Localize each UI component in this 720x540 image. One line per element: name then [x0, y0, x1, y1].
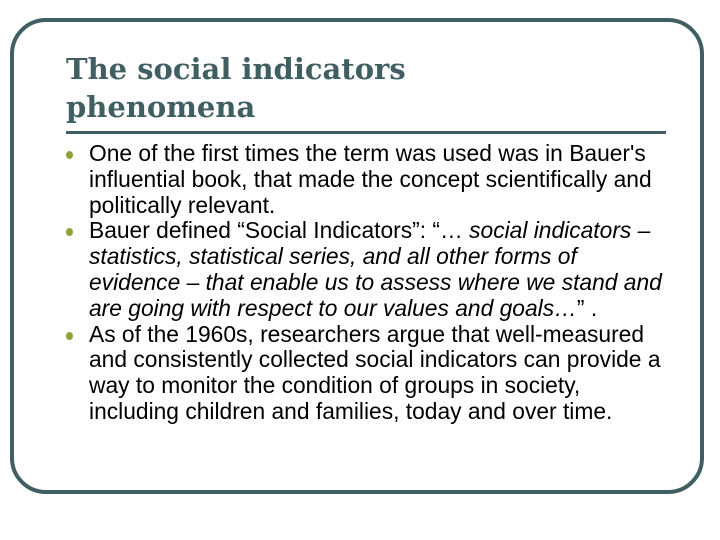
bullet-tail-text: ” .	[576, 294, 598, 321]
bullet-list	[64, 141, 674, 425]
slide-title	[66, 50, 666, 126]
bullet-dot-icon	[66, 228, 73, 236]
bullet-dot-icon	[66, 332, 73, 340]
bullet-lead-text: Bauer defined “Social Indicators”: “…	[89, 217, 470, 244]
title-divider	[66, 131, 666, 134]
slide-title-line-2: phenomena	[66, 90, 256, 124]
bullet-quote-text: social indicators – statistics, statistical series, and all other forms of evidence – that enable us to assess where we stand and are going with respect to our values and goals…	[89, 217, 662, 321]
bullet-dot-icon	[66, 151, 73, 159]
bullet-text: As of the 1960s, researchers argue that well-measured and consistently collected social indicators can provide a way to monitor the condition of groups in society, including children and families, today and over time.	[89, 320, 661, 424]
bullet-item-first-use	[64, 141, 674, 218]
bullet-text: One of the first times the term was used was in Bauer's influential book, that made the concept scientifically and politically relevant.	[89, 140, 652, 218]
bullet-item-1960s	[64, 322, 674, 425]
slide-title-line-1: The social indicators	[66, 52, 406, 86]
bullet-item-bauer-definition	[64, 218, 674, 321]
